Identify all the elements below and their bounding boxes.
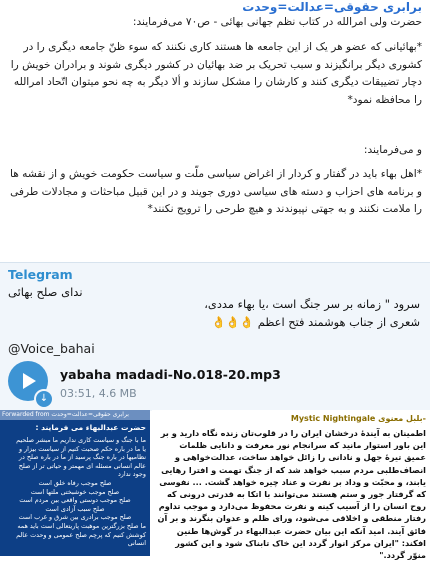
channel-name[interactable]: ندای صلح بهائی xyxy=(8,285,83,299)
post-quote-2: *اهل بهاء باید در گفتار و کردار از اغراض سیاسی ملّت و سیاست حکومت خویش و از نقشه ها و برنامه های احزاب و دسته های سیاسی دوری جویند و در این قبیل مباحثات و مجادلات طرفی را ملامت نکنند و به جهتی نپیوندند و هیچ طرحی را ترویج نکنند* xyxy=(9,168,422,215)
quote-closing: ما صلح بزرگترین موهبت پاریتعالی است باید همه کوشش کنیم که پرچم صلح عمومی و وحدت عالم انسانی xyxy=(16,521,146,548)
message-line-2-text: شعری از جناب هوشمند فتح اعظم xyxy=(257,315,420,329)
message-line-1: سرود " زمانه بر سر جنگ است ،یا بهاء مددی، xyxy=(204,297,420,311)
forwarded-quote-card xyxy=(0,410,150,556)
download-icon[interactable]: ↓ xyxy=(34,389,54,409)
author-prefix: بلبل معنوی- xyxy=(378,414,426,423)
channel-handle[interactable]: @Voice_bahai xyxy=(8,341,95,356)
author-name: Mystic Nightingale xyxy=(290,414,376,423)
quote-centered-line: صلح موجب رفاه خلق است xyxy=(38,478,112,487)
quote-centered-line: صلح موجب خوشبختی ملتها است xyxy=(30,487,120,496)
top-post-card xyxy=(0,0,430,262)
audio-file-name: yabaha madadi-No.018-20.mp3 xyxy=(60,367,281,382)
quote-centered-line: صلح موجب برادری بین شرق و غرب است xyxy=(18,513,132,522)
post-intro-2: و می‌فرمایند: xyxy=(363,144,422,156)
post-author xyxy=(291,414,426,423)
telegram-app-name: Telegram xyxy=(8,267,73,282)
quote-line: نظامیها در باره جنگ پرسید از ما در باره صلح در xyxy=(18,453,146,462)
post-quote-1: *بهائیانی که عضو هر یک از این جامعه ها هستند کاری نکنند که سوء ظنّ جامعه دیگری را در کشوری دیگر برانگیزند و سبب تحریک بر ضد بهائیان در کشور دیگری شوند و برادران خویش را دچار تضییقات دیگری کنند و کارشان را مشکل سازند و ألا دیگر به چه نحو میتوان اتّحاد امرالله را محافظه نمود* xyxy=(10,41,422,106)
message-text xyxy=(120,295,420,331)
quote-line: عالم انسانی مسئله ای مهمتر و حیاتی تر از صلح xyxy=(18,461,146,470)
ok-hand-emoji: 👌👌👌 xyxy=(211,315,255,329)
quote-centered-line: صلح موجب دوستی واقعی بین مردم است xyxy=(19,496,131,505)
post-title: برابری حقوقی=عدالت=وحدت xyxy=(242,0,422,14)
audio-file-meta: 03:51, 4.6 MB xyxy=(60,387,137,400)
forwarded-header: Forwarded from برابری حقوقی=عدالت=وحدت xyxy=(0,410,150,420)
telegram-post-card xyxy=(0,262,430,411)
quote-card-body xyxy=(4,436,146,548)
quote-card-title: حضرت عبدالبهاء می فرمایند : xyxy=(35,423,146,432)
post-intro: حضرت ولی امرالله در کتاب نظم جهانی بهائی - ص۷۰ می‌فرمایند: xyxy=(132,16,422,28)
quote-line: وجود ندارد xyxy=(117,470,146,479)
post-body: اطمینان به آیندۀ درخشان ایران را در قلوب‌تان زنده نگاه دارید و بر این باور استوار مانید که سرانجام نور معرفت و دانایی ظلمات عمیق تیرۀ جهل و نادانی را زائل خواهد ساخت، عدالت‌خواهی و انصاف‌طلبی مردم سبب خواهد شد که از جنگ تهمت و افترا رهایی یابند، و محبّت و وداد بر نفرت و عناد چیره خواهد گشت. ... نفوسی که گرفتار جور و ستم هستند می‌توانند با اتکا به قدرتی درونی که روح انسان را از آسیب کینه و نفرت محفوظ می‌دارد و موجب تداوم رفتار منطقی و اخلاقی می‌شود، ورای ظلم و عدوان بنگرند و بر آن فائق آیند. امید آنکه این بیان حضرت عبدالبهاء در گوش‌ها طنین افکند: "ایران مرکز انوار گردد این خاک تابناک شود و این کشور منوّر گردد." xyxy=(157,428,426,561)
mystic-nightingale-card xyxy=(152,410,430,561)
quote-centered-line: صلح سبب آزادی است xyxy=(45,504,105,513)
message-line-2 xyxy=(120,313,420,331)
quote-line: ما با جنگ و سیاست کاری نداریم ما مبشر صلحیم xyxy=(16,436,146,444)
quote-line: یا ما در باره حکم صحبت کنیم از سیاست بیزار و xyxy=(18,444,146,453)
